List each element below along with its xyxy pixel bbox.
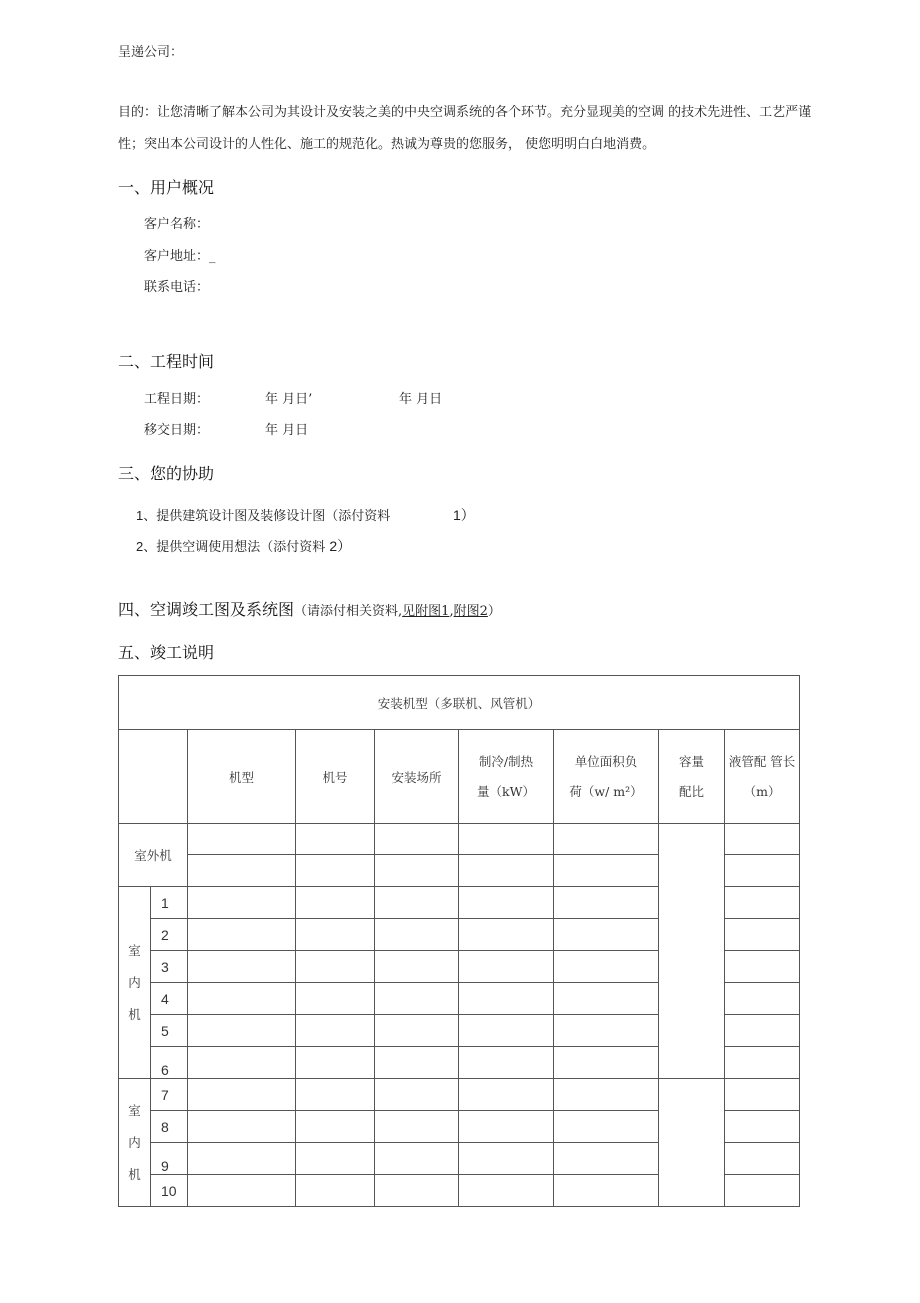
table-cell[interactable] (725, 983, 800, 1015)
header-pipe-l2: （m） (743, 783, 781, 799)
table-cell[interactable] (188, 855, 296, 887)
table-cell[interactable] (459, 824, 554, 855)
table-cell[interactable] (459, 1015, 554, 1047)
indoor-char-3: 机 (128, 1006, 141, 1022)
table-cell[interactable] (188, 983, 296, 1015)
table-cell[interactable] (188, 824, 296, 855)
header-capacity-l2: 量（kW） (477, 783, 535, 799)
header-capacity (459, 730, 554, 824)
table-cell[interactable] (296, 824, 375, 855)
section-2-title: 二、工程时间 (118, 352, 215, 371)
indoor-number: 2 (151, 919, 188, 951)
section-4-note-suffix: ） (487, 604, 501, 619)
table-cell[interactable] (554, 1111, 659, 1143)
header-pipe (725, 730, 800, 824)
indoor-char-3: 机 (128, 1166, 141, 1182)
table-cell[interactable] (725, 1111, 800, 1143)
completion-table (118, 675, 800, 1207)
ratio-cell-group-1[interactable] (659, 824, 725, 1079)
table-cell[interactable] (554, 1015, 659, 1047)
table-cell[interactable] (554, 983, 659, 1015)
section-4-sep: , (449, 604, 454, 619)
table-cell[interactable] (188, 951, 296, 983)
table-cell[interactable] (554, 951, 659, 983)
project-date-label: 工程日期： (144, 392, 210, 407)
table-cell[interactable] (296, 1015, 375, 1047)
header-capacity-l1: 制冷/制热 (478, 753, 534, 769)
header-blank (119, 730, 188, 824)
table-cell[interactable] (554, 1047, 659, 1079)
purpose-line-1: 目的：让您清晰了解本公司为其设计及安装之美的中央空调系统的各个环节。充分显现美的空调 的技术先进性、工艺严谨 (118, 105, 812, 120)
purpose-line-2: 性；突出本公司设计的人性化、施工的规范化。热诚为尊贵的您服务， 使您明明白白地消费。 (118, 137, 656, 152)
assist-item-2-tail: 2） (329, 538, 352, 554)
header-location: 安装场所 (375, 730, 459, 824)
header-load-l1: 单位面积负 (574, 753, 638, 769)
table-cell[interactable] (459, 1175, 554, 1207)
table-cell[interactable] (375, 1111, 459, 1143)
table-cell[interactable] (554, 855, 659, 887)
table-cell[interactable] (375, 1175, 459, 1207)
table-cell[interactable] (296, 1143, 375, 1175)
table-cell[interactable] (188, 887, 296, 919)
header-load (554, 730, 659, 824)
table-cell[interactable] (188, 1111, 296, 1143)
indoor-number: 4 (151, 983, 188, 1015)
table-cell[interactable] (375, 887, 459, 919)
table-cell[interactable] (296, 1111, 375, 1143)
table-cell[interactable] (725, 855, 800, 887)
indoor-label-b (119, 1079, 151, 1207)
assist-item-2 (136, 536, 351, 556)
indoor-char-1: 室 (128, 942, 141, 958)
indoor-char-2: 内 (128, 1134, 141, 1150)
indoor-number: 8 (151, 1111, 188, 1143)
table-cell[interactable] (375, 919, 459, 951)
section-4-title: 四、空调竣工图及系统图 (118, 600, 295, 619)
indoor-char-1: 室 (128, 1102, 141, 1118)
table-cell[interactable] (375, 983, 459, 1015)
attachment-2-link[interactable]: 附图2 (453, 604, 488, 619)
header-pipe-l1: 液管配 管长 (728, 753, 796, 769)
table-cell[interactable] (375, 824, 459, 855)
indoor-number: 6 (151, 1047, 188, 1079)
table-cell[interactable] (296, 887, 375, 919)
header-ratio (659, 730, 725, 824)
customer-name-label: 客户名称： (144, 217, 210, 232)
table-cell[interactable] (459, 1143, 554, 1175)
table-cell[interactable] (296, 855, 375, 887)
table-cell[interactable] (188, 1079, 296, 1111)
table-cell[interactable] (375, 951, 459, 983)
header-load-l2: 荷（w/ m²） (569, 783, 643, 799)
table-cell[interactable] (188, 1047, 296, 1079)
table-cell[interactable] (725, 919, 800, 951)
handover-date-label: 移交日期： (144, 423, 210, 438)
table-cell[interactable] (459, 1079, 554, 1111)
table-cell[interactable] (725, 1047, 800, 1079)
indoor-number: 10 (151, 1175, 188, 1207)
indoor-char-2: 内 (128, 974, 141, 990)
indoor-number: 9 (151, 1143, 188, 1175)
assist-item-2-num: 2、 (136, 539, 157, 554)
section-4-note-prefix: （请添付相关资料, (294, 604, 403, 619)
table-cell[interactable] (375, 1079, 459, 1111)
table-cell[interactable] (554, 824, 659, 855)
project-date-end: 年 月日 (399, 392, 443, 407)
table-cell[interactable] (725, 1175, 800, 1207)
table-cell[interactable] (459, 855, 554, 887)
table-cell[interactable] (296, 1079, 375, 1111)
table-cell[interactable] (554, 887, 659, 919)
table-cell[interactable] (725, 824, 800, 855)
header-number: 机号 (296, 730, 375, 824)
table-cell[interactable] (459, 1111, 554, 1143)
assist-item-1-text: 提供建筑设计图及装修设计图（添付资料 (156, 509, 391, 524)
table-cell[interactable] (296, 919, 375, 951)
table-cell[interactable] (459, 1047, 554, 1079)
indoor-number: 7 (151, 1079, 188, 1111)
table-cell[interactable] (725, 1143, 800, 1175)
table-cell[interactable] (188, 1015, 296, 1047)
table-cell[interactable] (725, 887, 800, 919)
indoor-number: 1 (151, 887, 188, 919)
customer-address-label: 客户地址：_ (144, 249, 216, 264)
table-cell[interactable] (296, 951, 375, 983)
table-cell[interactable] (725, 1015, 800, 1047)
section-4-heading (118, 597, 501, 620)
table-caption: 安装机型（多联机、风管机） (119, 676, 800, 730)
table-cell[interactable] (459, 951, 554, 983)
indoor-label-a (119, 887, 151, 1079)
header-ratio-l1: 容量 (678, 753, 704, 769)
header-model: 机型 (188, 730, 296, 824)
table-cell[interactable] (188, 1175, 296, 1207)
greeting: 呈递公司： (118, 45, 184, 60)
section-1-title: 一、用户概况 (118, 178, 215, 197)
table-cell[interactable] (375, 1143, 459, 1175)
header-ratio-l2: 配比 (678, 783, 704, 799)
table-cell[interactable] (725, 1079, 800, 1111)
table-cell[interactable] (554, 919, 659, 951)
assist-item-1 (136, 505, 390, 524)
table-cell[interactable] (375, 1047, 459, 1079)
attachment-1-link[interactable]: 见附图1 (402, 604, 450, 619)
table-cell[interactable] (375, 1015, 459, 1047)
handover-date: 年 月日 (265, 423, 309, 438)
table-cell[interactable] (188, 1143, 296, 1175)
table-cell[interactable] (188, 919, 296, 951)
table-cell[interactable] (459, 983, 554, 1015)
table-cell[interactable] (554, 1143, 659, 1175)
section-5-title: 五、竣工说明 (118, 643, 215, 662)
table-cell[interactable] (554, 1079, 659, 1111)
outdoor-label: 室外机 (119, 824, 188, 887)
table-cell[interactable] (554, 1175, 659, 1207)
ratio-cell-group-2[interactable] (659, 1079, 725, 1207)
table-cell[interactable] (296, 983, 375, 1015)
assist-item-2-text: 提供空调使用想法（添付资料 (156, 540, 326, 555)
assist-item-1-tail: 1） (453, 507, 475, 523)
section-3-title: 三、您的协助 (118, 464, 215, 483)
indoor-number: 3 (151, 951, 188, 983)
table-cell[interactable] (459, 887, 554, 919)
table-cell[interactable] (296, 1047, 375, 1079)
contact-phone-label: 联系电话： (144, 280, 210, 295)
table-cell[interactable] (296, 1175, 375, 1207)
table-cell[interactable] (459, 919, 554, 951)
assist-item-1-num: 1、 (136, 508, 157, 523)
indoor-number: 5 (151, 1015, 188, 1047)
table-cell[interactable] (725, 951, 800, 983)
table-cell[interactable] (375, 855, 459, 887)
project-date-start: 年 月日’ (265, 392, 313, 407)
